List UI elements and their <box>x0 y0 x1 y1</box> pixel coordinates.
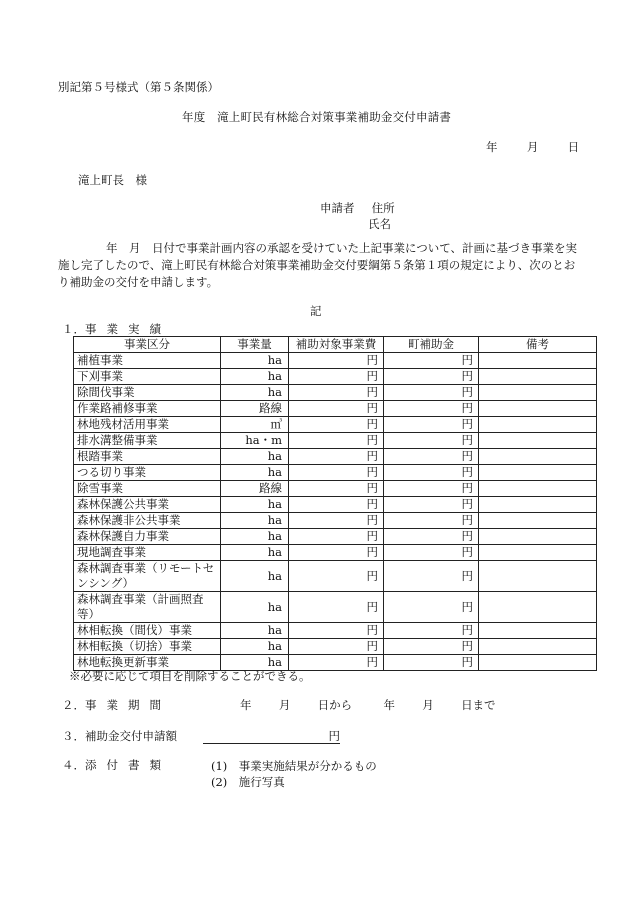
project-type-cell: 根踏事業 <box>74 449 221 465</box>
attachment-item: (2) 施行写真 <box>211 775 285 789</box>
eligible-cost-cell: 円 <box>289 449 384 465</box>
table-row <box>74 497 597 513</box>
quantity-cell: ha <box>221 513 289 529</box>
table-row <box>74 433 597 449</box>
project-type-cell: 森林保護公共事業 <box>74 497 221 513</box>
town-subsidy-cell: 円 <box>384 465 479 481</box>
quantity-cell: ha <box>221 545 289 561</box>
table-header-row <box>74 337 597 353</box>
project-type-cell: 森林調査事業（計画照査等） <box>74 592 221 623</box>
application-date <box>486 140 579 154</box>
date-year: 年 <box>486 140 498 154</box>
subsidy-amount-field[interactable] <box>203 729 340 744</box>
quantity-cell: ha <box>221 449 289 465</box>
statement-text: 年 月 日付で事業計画内容の承認を受けていた上記事業について、計画に基づき事業を実施し完了したので、滝上町民有林総合対策事業補助金交付要綱第５条第１項の規定により、次のとおり補助金の交付を申請します。 <box>58 241 578 289</box>
project-type-cell: 林地転換更新事業 <box>74 655 221 671</box>
town-subsidy-cell: 円 <box>384 369 479 385</box>
quantity-cell: ha <box>221 561 289 592</box>
town-subsidy-cell: 円 <box>384 655 479 671</box>
town-subsidy-cell: 円 <box>384 449 479 465</box>
table-row <box>74 417 597 433</box>
project-results-table <box>73 336 597 671</box>
quantity-cell: ha <box>221 465 289 481</box>
remarks-cell <box>479 497 597 513</box>
quantity-cell: ha <box>221 639 289 655</box>
header-project-type: 事業区分 <box>74 337 221 353</box>
project-type-cell: 現地調査事業 <box>74 545 221 561</box>
remarks-cell <box>479 623 597 639</box>
remarks-cell <box>479 513 597 529</box>
project-type-cell: 補植事業 <box>74 353 221 369</box>
eligible-cost-cell: 円 <box>289 481 384 497</box>
ki-marker: 記 <box>310 304 322 318</box>
town-subsidy-cell: 円 <box>384 481 479 497</box>
town-subsidy-cell: 円 <box>384 623 479 639</box>
project-type-cell: 森林保護非公共事業 <box>74 513 221 529</box>
town-subsidy-cell: 円 <box>384 385 479 401</box>
section-3-label: 補助金交付申請額 <box>85 729 177 743</box>
table-row <box>74 481 597 497</box>
eligible-cost-cell: 円 <box>289 401 384 417</box>
section-2-heading <box>62 698 171 712</box>
applicant-label: 申請者 <box>320 201 355 215</box>
quantity-cell: ha <box>221 369 289 385</box>
project-type-cell: 除間伐事業 <box>74 385 221 401</box>
quantity-cell: ha <box>221 385 289 401</box>
period-to-month: 月 <box>422 698 434 712</box>
table-row <box>74 465 597 481</box>
header-quantity: 事業量 <box>221 337 289 353</box>
table-row <box>74 449 597 465</box>
eligible-cost-cell: 円 <box>289 433 384 449</box>
eligible-cost-cell: 円 <box>289 369 384 385</box>
applicant-block <box>320 201 395 233</box>
project-type-cell: 森林調査事業（リモートセンシング） <box>74 561 221 592</box>
eligible-cost-cell: 円 <box>289 497 384 513</box>
table-row <box>74 592 597 623</box>
quantity-cell: ㎥ <box>221 417 289 433</box>
period-from-month: 月 <box>278 698 291 712</box>
remarks-cell <box>479 385 597 401</box>
date-day: 日 <box>567 140 580 154</box>
quantity-cell: ha <box>221 353 289 369</box>
project-type-cell: 林地残材活用事業 <box>74 417 221 433</box>
remarks-cell <box>479 545 597 561</box>
eligible-cost-cell: 円 <box>289 561 384 592</box>
period-from-year: 年 <box>240 698 252 712</box>
address-label: 住所 <box>371 201 395 215</box>
application-statement <box>58 240 578 291</box>
section-1-number: １． <box>62 322 85 336</box>
eligible-cost-cell: 円 <box>289 655 384 671</box>
town-subsidy-cell: 円 <box>384 497 479 513</box>
eligible-cost-cell: 円 <box>289 529 384 545</box>
town-subsidy-cell: 円 <box>384 545 479 561</box>
section-3-heading <box>62 729 177 743</box>
quantity-cell: ha <box>221 592 289 623</box>
remarks-cell <box>479 592 597 623</box>
town-subsidy-cell: 円 <box>384 353 479 369</box>
table-row <box>74 353 597 369</box>
town-subsidy-cell: 円 <box>384 639 479 655</box>
eligible-cost-cell: 円 <box>289 353 384 369</box>
quantity-cell: ha <box>221 497 289 513</box>
project-type-cell: 下刈事業 <box>74 369 221 385</box>
remarks-cell <box>479 481 597 497</box>
eligible-cost-cell: 円 <box>289 623 384 639</box>
quantity-cell: ha <box>221 623 289 639</box>
remarks-cell <box>479 369 597 385</box>
addressee: 滝上町長 様 <box>78 173 147 187</box>
section-4-heading <box>62 758 171 772</box>
remarks-cell <box>479 449 597 465</box>
section-4-label: 添付書類 <box>85 758 171 772</box>
quantity-cell: ha <box>221 655 289 671</box>
form-number: 別記第５号様式（第５条関係） <box>58 80 219 94</box>
town-subsidy-cell: 円 <box>384 529 479 545</box>
document-title: 年度 滝上町民有林総合対策事業補助金交付申請書 <box>182 110 452 124</box>
town-subsidy-cell: 円 <box>384 592 479 623</box>
town-subsidy-cell: 円 <box>384 401 479 417</box>
remarks-cell <box>479 655 597 671</box>
header-remarks: 備考 <box>479 337 597 353</box>
section-2-label: 事業期間 <box>85 698 171 712</box>
project-period <box>240 698 496 712</box>
table-row <box>74 545 597 561</box>
remarks-cell <box>479 465 597 481</box>
amount-unit: 円 <box>328 729 340 743</box>
quantity-cell: 路線 <box>221 401 289 417</box>
header-eligible-cost: 補助対象事業費 <box>289 337 384 353</box>
project-type-cell: 除雪事業 <box>74 481 221 497</box>
period-to-day: 日まで <box>461 698 496 712</box>
project-type-cell: つる切り事業 <box>74 465 221 481</box>
remarks-cell <box>479 529 597 545</box>
eligible-cost-cell: 円 <box>289 385 384 401</box>
attachment-list <box>211 758 377 790</box>
remarks-cell <box>479 433 597 449</box>
table-note: ※必要に応じて項目を削除することができる。 <box>69 669 311 683</box>
section-1-heading <box>62 322 171 336</box>
project-type-cell: 排水溝整備事業 <box>74 433 221 449</box>
section-1-label: 事業実績 <box>85 322 171 336</box>
project-type-cell: 林相転換（間伐）事業 <box>74 623 221 639</box>
eligible-cost-cell: 円 <box>289 513 384 529</box>
table-row <box>74 401 597 417</box>
table-row <box>74 639 597 655</box>
town-subsidy-cell: 円 <box>384 433 479 449</box>
table-row <box>74 513 597 529</box>
eligible-cost-cell: 円 <box>289 592 384 623</box>
remarks-cell <box>479 417 597 433</box>
section-2-number: ２． <box>62 698 85 712</box>
eligible-cost-cell: 円 <box>289 465 384 481</box>
quantity-cell: 路線 <box>221 481 289 497</box>
remarks-cell <box>479 639 597 655</box>
table-row <box>74 369 597 385</box>
eligible-cost-cell: 円 <box>289 417 384 433</box>
town-subsidy-cell: 円 <box>384 417 479 433</box>
project-type-cell: 林相転換（切捨）事業 <box>74 639 221 655</box>
remarks-cell <box>479 353 597 369</box>
name-label: 氏名 <box>368 217 391 231</box>
table-row <box>74 529 597 545</box>
period-from-day: 日から <box>317 698 353 712</box>
town-subsidy-cell: 円 <box>384 513 479 529</box>
period-to-year: 年 <box>383 698 395 712</box>
eligible-cost-cell: 円 <box>289 639 384 655</box>
table-row <box>74 623 597 639</box>
quantity-cell: ha・m <box>221 433 289 449</box>
eligible-cost-cell: 円 <box>289 545 384 561</box>
section-3-number: ３． <box>62 729 85 743</box>
attachment-item: (1) 事業実施結果が分かるもの <box>211 759 377 773</box>
date-month: 月 <box>526 140 539 154</box>
town-subsidy-cell: 円 <box>384 561 479 592</box>
section-4-number: ４． <box>62 758 85 772</box>
quantity-cell: ha <box>221 529 289 545</box>
project-type-cell: 森林保護自力事業 <box>74 529 221 545</box>
table-row <box>74 385 597 401</box>
remarks-cell <box>479 561 597 592</box>
header-town-subsidy: 町補助金 <box>384 337 479 353</box>
project-type-cell: 作業路補修事業 <box>74 401 221 417</box>
table-row <box>74 561 597 592</box>
remarks-cell <box>479 401 597 417</box>
